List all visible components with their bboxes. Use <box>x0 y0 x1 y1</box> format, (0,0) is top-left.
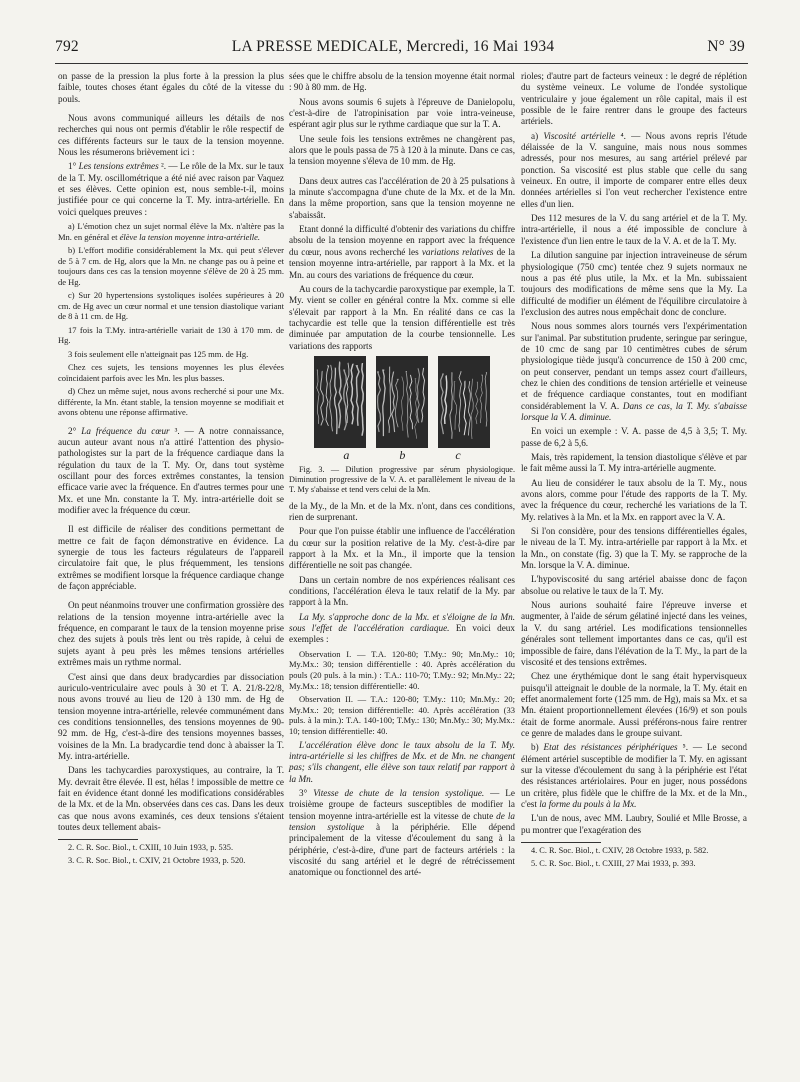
paragraph: Etant donné la difficulté d'obtenir des variations du chiffre absolu de la tension moyenne en rapport avec la fréquence du cœur, nous avons recherché les variations relatives de la tension moyenne intra-artérielle, par rapport à la Mx. et la Mn. au cours des variations de fréquence du cœur. <box>289 224 515 280</box>
tracing-line <box>471 379 473 439</box>
paragraph: C'est ainsi que dans deux bradycardies par dissociation auriculo-ventriculaire avec pouls à 30 et T. A. 21/8-22/8, nous avons trouvé au lieu de 120 à 130 mm. de Hg de tension moyenne intra-artérielle, relevée communément dans ces conditions tensionnelles, des tensions moyennes de 90-92 mm. de Hg, c'est-à-dire des tensions moyennes basses, voisines de la Mn. La bradycardie tend donc à abaisser la T. My. intra-artérielle. <box>58 671 284 761</box>
tracing-line <box>410 375 413 429</box>
tracing-line <box>415 379 418 439</box>
paragraph: Dans deux autres cas l'accélération de 20 à 25 pulsations à la minute s'accompagna d'une chute de la Mx. et de la Mn. dans la même proportion, sans que la tension moyenne ne s'abaissât. <box>289 175 515 220</box>
tracing-line <box>383 370 385 436</box>
footnote: 4. C. R. Soc. Biol., t. CXIV, 28 Octobre 1933, p. 582. <box>531 846 709 855</box>
paragraph: b) Etat des résistances périphériques ⁵. — Le second élément artériel susceptible de modifier la T. My. en agissant sur la vitesse d'écoulement du sang à la périphérie est l'état des résistances artériolaires. Pour en juger, nous possédons un critère, plus fidèle que le chiffre de la Mx. et de la Mn., c'est la forme du pouls à la Mx. <box>521 742 748 809</box>
paragraph: Une seule fois les tensions extrêmes ne changèrent pas, alors que le pouls passa de 75 à 120 à la minute. Dans ce cas, la tension moyenne s'éleva de 10 mm. de Hg. <box>289 133 515 167</box>
tracing-line <box>480 375 483 423</box>
paragraph: Des 112 mesures de la V. du sang artériel et de la T. My. intra-artérielle, il nous a été impossible de conclure à l'existence d'un lien entre le taux de la V. A. et de la T. My. <box>521 213 747 246</box>
tracing-line <box>326 366 329 426</box>
paragraph: Chez une érythémique dont le sang était hypervisqueux puisqu'il atteignait le double de la normale, la T. My. était en effet anormalement forte (125 mm. de Hg), mais sa Mx. et sa Mn. étaient proportionnellement élevées (16/9) et son pouls était de forme anormale. Aussi préférons-nous faire rentrer ce genre de malades dans le groupe suivant. <box>521 671 747 738</box>
tracing-c-graphic <box>438 356 490 448</box>
paragraph: b) L'effort modifie considérablement la Mx. qui peut s'élever de 5 à 7 cm. de Hg, alors que la Mn. ne change pas ou à peine et toujours dans ces cas la tension moyenne s'élève de 20 à 25 mm. de Hg. <box>58 245 284 287</box>
footnote: 5. C. R. Soc. Biol., t. CXIII, 27 Mai 1933, p. 393. <box>531 859 696 868</box>
column-3 <box>521 71 747 872</box>
tracing-line <box>417 369 419 423</box>
paragraph: La My. s'approche donc de la Mx. et s'éloigne de la Mn. sous l'effet de l'accélération cardiaque. En voici deux exemples : <box>289 611 515 645</box>
tracing-line <box>401 377 403 431</box>
tracing-strip-b <box>376 356 428 448</box>
figure-3 <box>289 356 515 495</box>
paragraph: Pour que l'on puisse établir une influence de l'accélération du cœur sur la position relative de la My. c'est-à-dire par rapport à la Mx. et la Mn., il importe que la tension différentielle ne soit pas changée. <box>289 526 515 571</box>
tracing-line <box>468 381 470 435</box>
paragraph: sées que le chiffre absolu de la tension moyenne était normal : 90 à 80 mm. de Hg. <box>289 71 515 93</box>
figure-label-a: a <box>343 447 350 462</box>
paragraph: Il est difficile de réaliser des conditions permettant de mettre ce fait de façon démonstrative en évidence. La synergie de tous les facteurs régulateurs de l'appareil circulatoire fait que, le plus fréquemment, les tensions extrêmes se modifient lorsque la fréquence cardiaque change de façon appréciable. <box>58 524 284 592</box>
paragraph: on passe de la pression la plus forte à la pression la plus faible, toutes choses étant égales du côté de la vitesse du pouls. <box>58 71 284 104</box>
tracing-line <box>450 373 452 439</box>
paragraph: On peut néanmoins trouver une confirmation grossière des relations de la tension moyenne intra-artérielle avec la fréquence, en comparant le taux de la tension moyenne prise chez des sujets à pouls très lent ou très rapide, à celui de sujets ayant à peu près les mêmes tensions artérielles extrêmes mais un rythme normal. <box>58 600 284 668</box>
tracing-line <box>396 379 399 427</box>
paragraph: a) Viscosité artérielle ⁴. — Nous avons repris l'étude délaissée de la V. sanguine, mais nous nous sommes adressés, pour nos mesures, au sang artériel prélevé par ponction. Sa viscosité est plus stable que celle du sang veineux. En outre, il importe de comparer entre elles deux données artérielles si l'on veut rechercher l'existence entre elles d'un lien. <box>521 130 747 209</box>
issue-number: N° 39 <box>707 38 745 55</box>
tracing-line <box>392 372 395 432</box>
tracing-b-graphic <box>376 356 428 448</box>
header-rule <box>55 63 748 64</box>
paragraph: Nous avons soumis 6 sujets à l'épreuve de Danielopolu, c'est-à-dire de l'atropinisation par voie intra-veineuse, espérant agir plus sur le rythme cardiaque que sur la T. A. <box>289 96 515 130</box>
paragraph: Nous avons communiqué ailleurs les détails de nos recherches qui nous ont permis d'établir le rôle respectif de ces différents facteurs sur le taux de la tension moyenne. Nous les résumerons brièvement ici : <box>58 113 284 158</box>
tracing-line <box>463 381 466 435</box>
paragraph: Dans un certain nombre de nos expériences réalisant ces conditions, l'accélération éleva le taux relatif de la My. par rapport à la Mn. <box>289 574 515 608</box>
paragraph: 3° Vitesse de chute de la tension systolique. — Le troisième groupe de facteurs susceptibles de modifier la tension moyenne intra-artérielle est la vitesse de chute de la tension systolique à la périphérie. Elle dépend principalement de la vitesse d'écoulement du sang à la périphérie, c'est-à-dire, d'une part de facteurs artériels : la viscosité du sang artériel et le degré de rétrécissement anatomique ou fonctionnel des arté- <box>289 787 515 878</box>
paragraph: Dans les tachycardies paroxystiques, au contraire, la T. My. devrait être élevée. Il est, hélas ! impossible de mettre ce fait en évidence étant donné les modifications considérables de la Mx. et de la Mn. observées dans ces cas. Dans les deux cas que nous avons examinés, ces deux tensions s'étaient toutes deux tellement abais- <box>58 765 284 832</box>
tracing-line <box>445 376 447 424</box>
paragraph: 17 fois la T.My. intra-artérielle variait de 130 à 170 mm. de Hg. <box>58 324 284 346</box>
paragraph: Si l'on considère, pour des tensions différentielles égales, le niveau de la T. My. intra-artérielle par rapport à la Mx. et la Mn., on constate (fig. 3) que la T. My. se rapproche de la Mn. lorsque la V. A. diminue. <box>521 526 747 571</box>
paragraph: c) Sur 20 hypertensions systoliques isolées supérieures à 20 cm. de Hg avec un cœur normal et une tension diastolique variant de 8 à 11 cm. de Hg. <box>58 290 284 322</box>
page-number: 792 <box>55 38 79 55</box>
tracing-line <box>344 370 347 430</box>
paragraph: d) Chez un même sujet, nous avons recherché si pour une Mx. différente, la Mn. étant stable, la tension moyenne se modifiait et avons obtenu une réponse affirmative. <box>58 386 284 418</box>
column-2 <box>289 71 515 882</box>
tracing-line <box>335 368 338 434</box>
paragraph: L'hypoviscosité du sang artériel abaisse donc de façon absolue ou relative le taux de la T. My. <box>521 574 747 596</box>
tracing-strip-a <box>314 356 366 448</box>
paragraph: 3 fois seulement elle n'atteignait pas 125 mm. de Hg. <box>68 348 249 359</box>
tracing-line <box>347 363 349 423</box>
tracing-line <box>339 362 342 428</box>
tracing-line <box>330 365 333 431</box>
figure-label-c: c <box>455 447 461 462</box>
journal-title: LA PRESSE MEDICALE, Mercredi, 16 Mai 1934 <box>231 38 555 55</box>
footnote: 2. C. R. Soc. Biol., t. CXIII, 10 Juin 1933, p. 535. <box>68 843 234 853</box>
tracing-line <box>422 368 425 422</box>
paragraph: L'accélération élève donc le taux absolu de la T. My. intra-artérielle si les chiffres de Mx. et de Mn. ne changent pas; s'ils changent, elle élève son taux relatif par rapport à la Mn. <box>289 739 515 784</box>
tracing-line <box>378 372 381 432</box>
paragraph: 2° La fréquence du cœur ³. — A notre connaissance, aucun auteur avant nous n'a attiré l'attention des physio-pathologistes sur la part de la fréquence cardiaque dans la régulation du taux de la T. My. Or, dans tout système oscillant pour des forces extrêmes constantes, la tension efficace varie avec la fréquence. En d'autres termes pour une Mx. et une Mn. constante la T. My. intra-artérielle doit se modifier avec la fréquence du cœur. <box>58 425 284 516</box>
paragraph: a) L'émotion chez un sujet normal élève la Mx. n'altère pas la Mn. en général et élève la tension moyenne intra-artérielle. <box>58 221 284 242</box>
column-1 <box>58 71 284 869</box>
paragraph: L'un de nous, avec MM. Laubry, Soulié et Mlle Brosse, a pu montrer que l'exagération des <box>521 813 747 835</box>
tracing-line <box>321 371 324 425</box>
tracing-line <box>485 373 487 427</box>
figure-label-b: b <box>399 447 406 462</box>
paragraph: Au cours de la tachycardie paroxystique par exemple, la T. My. vient se coller en général contre la Mx. comme si elle s'élevait par rapport à la Mn. En réalité dans ce cas la tachycardie est telle que la tension différentielle est très diminuée par amputation de la courbe tensionnelle. Les variations des rapports <box>289 283 515 351</box>
footnote: 3. C. R. Soc. Biol., t. CXIV, 21 Octobre 1933, p. 520. <box>68 856 246 866</box>
figure-strips <box>289 356 515 448</box>
paragraph: 1° Les tensions extrêmes ². — Le rôle de la Mx. sur le taux de la T. My. oscillométrique a été nié avec raison par Vaquez et ses élèves. Cette opinion est, nous semble-t-il, moins justifiée pour ce qui concerne la T. My. intra-artérielle. En voici quelques preuves : <box>58 161 284 217</box>
figure-labels <box>289 447 515 462</box>
footnote-rule <box>58 839 138 840</box>
paragraph: Au lieu de considérer le taux absolu de la T. My., nous avons alors, comme pour l'étude des rapports de la T. My. avec la fréquence du cœur, recherché les variations de la T. My. relatives à la Mn. et la Mx. en rapport avec la V. A. <box>521 477 747 522</box>
tracing-line <box>351 364 353 424</box>
paragraph: La dilution sanguine par injection intraveineuse de sérum physiologique (750 cmc) tentée chez 9 sujets normaux ne nous a pas été plus utile, la Mx. et la Mn. subissaient toujours des modifications de même sens que la My. La difficulté de modifier un élément de l'équilibre circulatoire à l'exclusion des autres nous empêchait donc de conclure. <box>521 250 747 317</box>
observation: Observation I. — T.A. 120-80; T.My.: 90; Mn.My.: 10; My.Mx.: 30; tension différentielle : 40. Après accélération du pouls (20 puls. à la min.) : T.A.: 110-70; T.My.: 92; Mn.My.: 22; My.Mx.: 18; tension différentielle: 40. <box>289 648 515 691</box>
tracing-a-graphic <box>314 356 366 448</box>
tracing-line <box>476 382 479 424</box>
paragraph: En voici un exemple : V. A. passe de 4,5 à 3,5; T. My. passe de 6,2 à 5,6. <box>521 426 747 448</box>
observation: Observation II. — T.A.: 120-80; T.My.: 110; Mn.My.: 20; My.Mx.: 20; tension différentielle: 40. Après accélération (33 puls. à la min.): T.A. 140-100; T.My.: 130; Mn.My.: 30; My.Mx.: 10; tension différentielle: 40. <box>289 694 515 736</box>
tracing-line <box>459 372 462 432</box>
paragraph: Nous aurions souhaité faire l'épreuve inverse et augmenter, à l'aide de sérum gélatiné injecté dans les veines, la V. du sang artériel. Les modifications tensionnelles générales sont tellement importantes dans ce cas, qu'il est impossible de faire, dans l'élévation de la T. My., la part de la viscosité et des tensions extrêmes. <box>521 600 747 667</box>
paragraph: Chez ces sujets, les tensions moyennes les plus élevées coïncidaient parfois avec les Mn. les plus basses. <box>58 362 284 383</box>
tracing-line <box>406 371 408 437</box>
figure-caption: Fig. 3. — Dilution progressive par sérum physiologique. Diminution progressive de la V. A. et parallèlement le niveau de la T. My s'abaisse et tend vers celui de la Mn. <box>289 465 515 494</box>
tracing-line <box>454 382 457 430</box>
tracing-line <box>441 374 444 434</box>
paragraph: rioles; d'autre part de facteurs veineux : le degré de réplétion du système veineux. Le volume de l'ondée systolique ventriculaire y joue également un rôle capital, mais il est possible de le faire rentrer dans le groupe des facteurs artériels. <box>521 71 747 127</box>
footnote-rule <box>521 842 601 843</box>
tracing-line <box>357 366 360 426</box>
paragraph: Nous nous sommes alors tournés vers l'expérimentation sur l'animal. Par substitution prudente, seringue par seringue, de 10 cmc de sang par 10 centimètres cubes de sérum physiologique tiède jusqu'à concurrence de 150 à 200 cmc, on peut conserver, pendant un temps assez court d'ailleurs, chez le chien des conditions de tension artérielle et veineuse et de fréquence cardiaque constantes, tout en modifiant considérablement la V. A. Dans ce cas, la T. My. s'abaisse lorsque la V. A. diminue. <box>521 321 748 422</box>
tracing-strip-c <box>438 356 490 448</box>
tracing-line <box>317 370 319 424</box>
tracing-line <box>362 364 364 436</box>
page-header <box>55 38 745 62</box>
paragraph: de la My., de la Mn. et de la Mx. n'ont, dans ces conditions, rien de surprenant. <box>289 500 515 522</box>
tracing-line <box>388 367 391 433</box>
paragraph: Mais, très rapidement, la tension diastolique s'élève et par le fait même aussi la T. My intra-artérielle augmente. <box>521 452 747 474</box>
